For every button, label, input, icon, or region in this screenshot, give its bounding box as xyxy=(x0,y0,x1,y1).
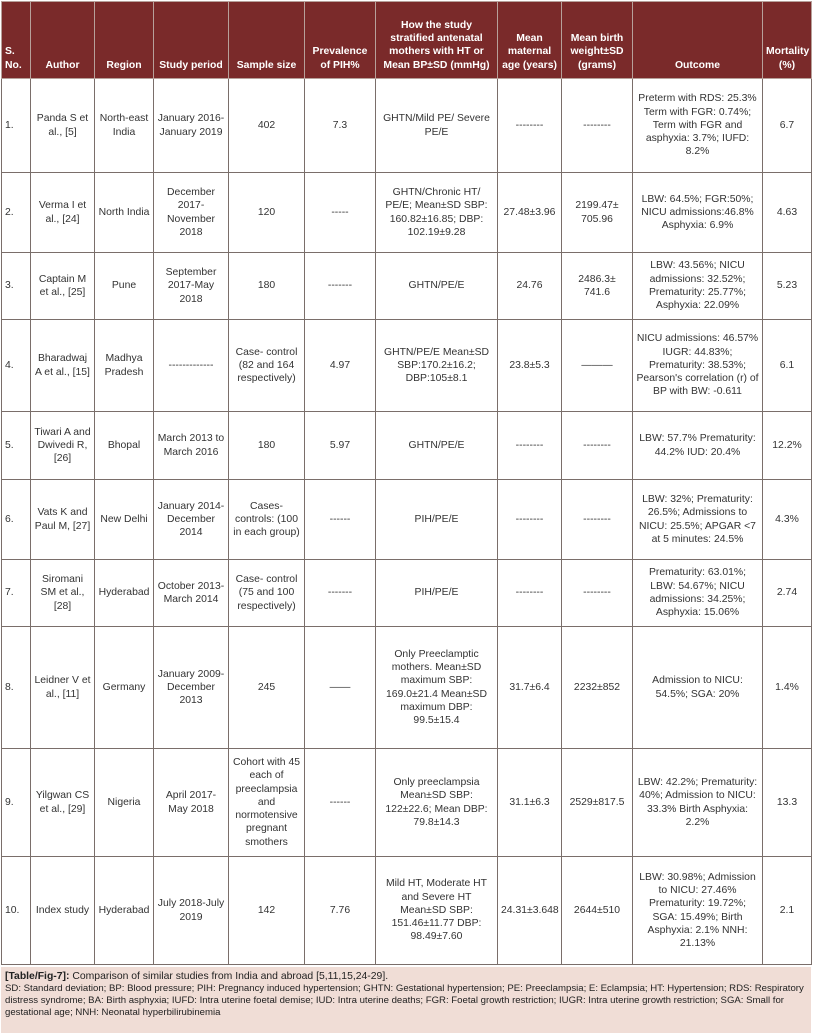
cell-mortality: 1.4% xyxy=(763,627,812,749)
cell-study-period: December 2017-November 2018 xyxy=(154,173,229,253)
cell-prevalence: 4.97 xyxy=(305,320,376,412)
cell-maternal-age: -------- xyxy=(498,412,562,480)
table-header-row xyxy=(2,2,812,79)
cell-sample-size: 180 xyxy=(229,253,305,320)
cell-author: Verma I et al., [24] xyxy=(31,173,95,253)
cell-stratification: Only preeclampsia Mean±SD SBP: 122±22.6; Mean DBP: 79.8±14.3 xyxy=(376,749,498,857)
cell-sno: 4. xyxy=(2,320,31,412)
cell-region: Pune xyxy=(95,253,154,320)
cell-birth-weight: 2529±817.5 xyxy=(562,749,633,857)
cell-sample-size: Cases-controls: (100 in each group) xyxy=(229,480,305,560)
cell-sample-size: Case- control (75 and 100 respectively) xyxy=(229,560,305,627)
cell-outcome: Prematurity: 63.01%; LBW: 54.67%; NICU admissions: 34.25%; Asphyxia: 15.06% xyxy=(633,560,763,627)
table-row xyxy=(2,320,812,412)
cell-maternal-age: -------- xyxy=(498,560,562,627)
cell-stratification: GHTN/Chronic HT/ PE/E; Mean±SD SBP: 160.82±16.85; DBP: 102.19±9.28 xyxy=(376,173,498,253)
cell-birth-weight: 2644±510 xyxy=(562,857,633,965)
table-row xyxy=(2,480,812,560)
cell-study-period: July 2018-July 2019 xyxy=(154,857,229,965)
cell-maternal-age: -------- xyxy=(498,480,562,560)
header-region: Region xyxy=(95,2,154,79)
table-caption xyxy=(1,967,811,1033)
cell-birth-weight: -------- xyxy=(562,412,633,480)
caption-abbreviations: SD: Standard deviation; BP: Blood pressure; PIH: Pregnancy induced hypertension; GHTN: Gestational hypertension; PE: Preeclampsia; E: Eclampsia; HT: Hypertension; RDS: Respiratory distress syndrome; BA: Birth asphyxia; IUFD: Intra uterine foetal demise; IUD: Intra uterine deaths; FGR: Foetal growth restriction; IUGR: Intra uterine growth restriction; SGA: Small for gestational age; NNH: Neonatal hyperbilirubinemia xyxy=(5,983,804,1019)
table-row xyxy=(2,253,812,320)
cell-sno: 9. xyxy=(2,749,31,857)
cell-outcome: LBW: 32%; Prematurity: 26.5%; Admissions to NICU: 25.5%; APGAR <7 at 5 minutes: 24.5% xyxy=(633,480,763,560)
cell-birth-weight: 2486.3± 741.6 xyxy=(562,253,633,320)
cell-birth-weight: 2232±852 xyxy=(562,627,633,749)
table-row xyxy=(2,79,812,173)
cell-outcome: Preterm with RDS: 25.3% Term with FGR: 0.74%; Term with FGR and asphyxia: 3.7%; IUFD: 8.2% xyxy=(633,79,763,173)
cell-study-period: October 2013-March 2014 xyxy=(154,560,229,627)
cell-birth-weight: -------- xyxy=(562,480,633,560)
cell-outcome: LBW: 57.7% Prematurity: 44.2% IUD: 20.4% xyxy=(633,412,763,480)
cell-stratification: Only Preeclamptic mothers. Mean±SD maximum SBP: 169.0±21.4 Mean±SD maximum DBP: 99.5±15.4 xyxy=(376,627,498,749)
cell-prevalence: ------- xyxy=(305,560,376,627)
cell-sample-size: 120 xyxy=(229,173,305,253)
cell-mortality: 6.7 xyxy=(763,79,812,173)
cell-maternal-age: -------- xyxy=(498,79,562,173)
cell-study-period: September 2017-May 2018 xyxy=(154,253,229,320)
cell-outcome: LBW: 43.56%; NICU admissions: 32.52%; Prematurity: 25.77%; Asphyxia: 22.09% xyxy=(633,253,763,320)
cell-region: North India xyxy=(95,173,154,253)
cell-mortality: 6.1 xyxy=(763,320,812,412)
cell-mortality: 13.3 xyxy=(763,749,812,857)
cell-sample-size: 402 xyxy=(229,79,305,173)
cell-study-period: January 2009-December 2013 xyxy=(154,627,229,749)
cell-sno: 2. xyxy=(2,173,31,253)
cell-maternal-age: 31.1±6.3 xyxy=(498,749,562,857)
cell-region: Bhopal xyxy=(95,412,154,480)
header-stratification: How the study stratified antenatal mothers with HT or Mean BP±SD (mmHg) xyxy=(376,2,498,79)
cell-author: Index study xyxy=(31,857,95,965)
cell-sample-size: 180 xyxy=(229,412,305,480)
cell-birth-weight: -------- xyxy=(562,560,633,627)
cell-mortality: 4.63 xyxy=(763,173,812,253)
cell-prevalence: ------ xyxy=(305,480,376,560)
cell-maternal-age: 24.31±3.648 xyxy=(498,857,562,965)
header-prevalence: Prevalence of PIH% xyxy=(305,2,376,79)
cell-sno: 3. xyxy=(2,253,31,320)
cell-author: Captain M et al., [25] xyxy=(31,253,95,320)
table-row xyxy=(2,627,812,749)
header-outcome: Outcome xyxy=(633,2,763,79)
table-row xyxy=(2,857,812,965)
cell-author: Tiwari A and Dwivedi R, [26] xyxy=(31,412,95,480)
cell-maternal-age: 23.8±5.3 xyxy=(498,320,562,412)
cell-region: Nigeria xyxy=(95,749,154,857)
header-maternal-age: Mean maternal age (years) xyxy=(498,2,562,79)
cell-region: Madhya Pradesh xyxy=(95,320,154,412)
cell-sample-size: 245 xyxy=(229,627,305,749)
cell-author: Panda S et al., [5] xyxy=(31,79,95,173)
cell-mortality: 2.1 xyxy=(763,857,812,965)
cell-author: Vats K and Paul M, [27] xyxy=(31,480,95,560)
cell-study-period: January 2016-January 2019 xyxy=(154,79,229,173)
cell-sno: 10. xyxy=(2,857,31,965)
cell-author: Yilgwan CS et al., [29] xyxy=(31,749,95,857)
cell-mortality: 5.23 xyxy=(763,253,812,320)
table-row xyxy=(2,412,812,480)
header-study-period: Study period xyxy=(154,2,229,79)
header-author: Author xyxy=(31,2,95,79)
table-row xyxy=(2,173,812,253)
cell-birth-weight: ——— xyxy=(562,320,633,412)
cell-stratification: GHTN/PE/E xyxy=(376,253,498,320)
cell-maternal-age: 31.7±6.4 xyxy=(498,627,562,749)
cell-outcome: NICU admissions: 46.57% IUGR: 44.83%; Prematurity: 38.53%; Pearson's correlation (r) of BP with BW: -0.611 xyxy=(633,320,763,412)
cell-study-period: ------------- xyxy=(154,320,229,412)
cell-region: Germany xyxy=(95,627,154,749)
cell-region: North-east India xyxy=(95,79,154,173)
cell-sample-size: Cohort with 45 each of preeclampsia and normotensive pregnant smothers xyxy=(229,749,305,857)
cell-region: Hyderabad xyxy=(95,560,154,627)
cell-author: Siromani SM et al., [28] xyxy=(31,560,95,627)
cell-stratification: Mild HT, Moderate HT and Severe HT Mean±SD SBP: 151.46±11.77 DBP: 98.49±7.60 xyxy=(376,857,498,965)
cell-mortality: 2.74 xyxy=(763,560,812,627)
cell-region: Hyderabad xyxy=(95,857,154,965)
cell-region: New Delhi xyxy=(95,480,154,560)
cell-sno: 1. xyxy=(2,79,31,173)
cell-author: Leidner V et al., [11] xyxy=(31,627,95,749)
cell-prevalence: 5.97 xyxy=(305,412,376,480)
cell-mortality: 12.2% xyxy=(763,412,812,480)
cell-maternal-age: 24.76 xyxy=(498,253,562,320)
cell-prevalence: ----- xyxy=(305,173,376,253)
cell-sno: 5. xyxy=(2,412,31,480)
cell-author: Bharadwaj A et al., [15] xyxy=(31,320,95,412)
cell-sno: 6. xyxy=(2,480,31,560)
cell-outcome: LBW: 42.2%; Prematurity: 40%; Admission to NICU: 33.3% Birth Asphyxia: 2.2% xyxy=(633,749,763,857)
cell-prevalence: 7.76 xyxy=(305,857,376,965)
cell-sno: 8. xyxy=(2,627,31,749)
cell-study-period: April 2017-May 2018 xyxy=(154,749,229,857)
cell-prevalence: —— xyxy=(305,627,376,749)
cell-stratification: GHTN/Mild PE/ Severe PE/E xyxy=(376,79,498,173)
cell-sample-size: 142 xyxy=(229,857,305,965)
cell-stratification: PIH/PE/E xyxy=(376,480,498,560)
cell-sno: 7. xyxy=(2,560,31,627)
cell-study-period: March 2013 to March 2016 xyxy=(154,412,229,480)
table-row xyxy=(2,749,812,857)
header-birth-weight: Mean birth weight±SD (grams) xyxy=(562,2,633,79)
cell-mortality: 4.3% xyxy=(763,480,812,560)
cell-birth-weight: -------- xyxy=(562,79,633,173)
table-row xyxy=(2,560,812,627)
caption-description: Comparison of similar studies from India and abroad [5,11,15,24-29]. xyxy=(69,971,389,982)
cell-sample-size: Case- control (82 and 164 respectively) xyxy=(229,320,305,412)
comparison-table xyxy=(1,1,812,965)
header-mortality: Mortality (%) xyxy=(763,2,812,79)
cell-outcome: LBW: 64.5%; FGR:50%; NICU admissions:46.8% Asphyxia: 6.9% xyxy=(633,173,763,253)
cell-stratification: GHTN/PE/E Mean±SD SBP:170.2±16.2; DBP:105±8.1 xyxy=(376,320,498,412)
cell-outcome: LBW: 30.98%; Admission to NICU: 27.46% Prematurity: 19.72%; SGA: 15.49%; Birth Asphyxia: 2.1% NNH: 21.13% xyxy=(633,857,763,965)
cell-study-period: January 2014-December 2014 xyxy=(154,480,229,560)
cell-stratification: GHTN/PE/E xyxy=(376,412,498,480)
cell-prevalence: 7.3 xyxy=(305,79,376,173)
cell-prevalence: ------ xyxy=(305,749,376,857)
cell-stratification: PIH/PE/E xyxy=(376,560,498,627)
cell-birth-weight: 2199.47± 705.96 xyxy=(562,173,633,253)
caption-title: [Table/Fig-7]: xyxy=(5,971,70,982)
header-sample-size: Sample size xyxy=(229,2,305,79)
cell-outcome: Admission to NICU: 54.5%; SGA: 20% xyxy=(633,627,763,749)
cell-maternal-age: 27.48±3.96 xyxy=(498,173,562,253)
header-sno: S. No. xyxy=(2,2,31,79)
cell-prevalence: ------- xyxy=(305,253,376,320)
